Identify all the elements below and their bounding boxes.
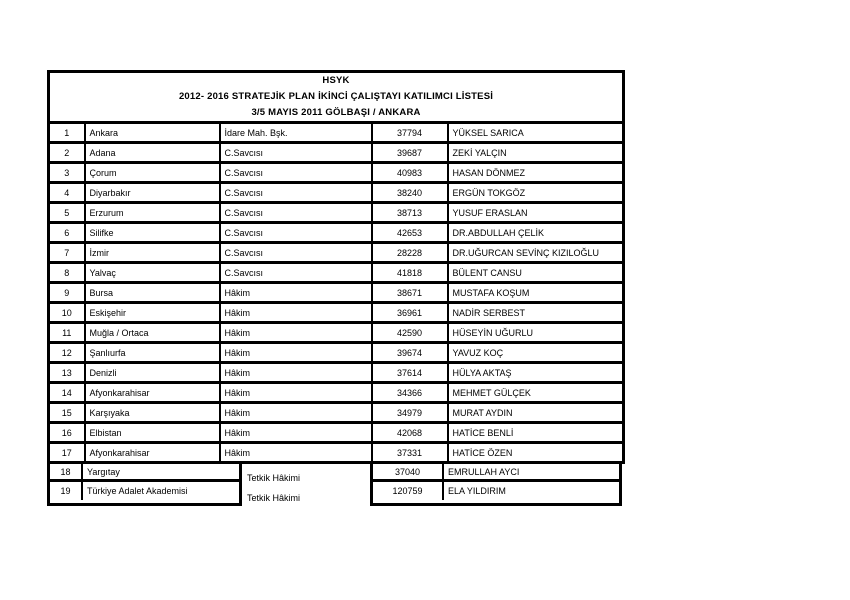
- no-cell: 14: [49, 383, 85, 403]
- participant-table: [47, 70, 625, 464]
- title-cell: C.Savcısı: [220, 163, 372, 183]
- name-cell: YAVUZ KOÇ: [448, 343, 624, 363]
- no-cell: 6: [49, 223, 85, 243]
- sicil-cell: 36961: [372, 303, 448, 323]
- sicil-cell: 42590: [372, 323, 448, 343]
- name-cell: HATİCE ÖZEN: [448, 443, 624, 463]
- title-line-date: 3/5 MAYIS 2011 GÖLBAŞI / ANKARA: [251, 107, 421, 118]
- title-cell: C.Savcısı: [220, 183, 372, 203]
- name-cell: HASAN DÖNMEZ: [448, 163, 624, 183]
- title-cell: C.Savcısı: [220, 243, 372, 263]
- table-row: [373, 482, 619, 500]
- name-cell: MURAT AYDIN: [448, 403, 624, 423]
- no-cell: 11: [49, 323, 85, 343]
- city-cell: Eskişehir: [85, 303, 220, 323]
- sicil-cell: 38240: [372, 183, 448, 203]
- sicil-cell: 39674: [372, 343, 448, 363]
- city-cell: Afyonkarahisar: [85, 443, 220, 463]
- name-cell: EMRULLAH AYCI: [448, 466, 520, 477]
- name-cell: ERGÜN TOKGÖZ: [448, 183, 624, 203]
- no-cell: 2: [49, 143, 85, 163]
- sicil-cell: 37331: [372, 443, 448, 463]
- table-row: [49, 343, 624, 363]
- no-cell: 15: [49, 403, 85, 423]
- title-cell: C.Savcısı: [220, 223, 372, 243]
- title-cell: C.Savcısı: [220, 263, 372, 283]
- name-cell: DR.ABDULLAH ÇELİK: [448, 223, 624, 243]
- title-cell: Hâkim: [220, 383, 372, 403]
- title-line-org: HSYK: [322, 75, 350, 86]
- city-cell: Yargıtay: [87, 466, 120, 477]
- no-cell: 3: [49, 163, 85, 183]
- city-cell: Denizli: [85, 363, 220, 383]
- no-cell: 18: [50, 464, 83, 479]
- city-cell: İzmir: [85, 243, 220, 263]
- table-row: [49, 363, 624, 383]
- name-cell: YUSUF ERASLAN: [448, 203, 624, 223]
- sicil-cell: 38671: [372, 283, 448, 303]
- title-cell: Hâkim: [220, 363, 372, 383]
- name-cell: HÜSEYİN UĞURLU: [448, 323, 624, 343]
- title-cell: Hâkim: [220, 343, 372, 363]
- name-cell: BÜLENT CANSU: [448, 263, 624, 283]
- sicil-cell: 120759: [373, 482, 444, 500]
- city-cell: Türkiye Adalet Akademisi: [87, 486, 188, 496]
- table-row: [50, 482, 239, 500]
- bottom-right-box: [370, 464, 622, 506]
- no-cell: 12: [49, 343, 85, 363]
- no-cell: 8: [49, 263, 85, 283]
- no-cell: 17: [49, 443, 85, 463]
- table-row: [49, 423, 624, 443]
- title-cell: C.Savcısı: [220, 203, 372, 223]
- table-row: [49, 143, 624, 163]
- title-line-main: 2012- 2016 STRATEJİK PLAN İKİNCİ ÇALIŞTAYI KATILIMCI LİSTESİ: [178, 91, 494, 102]
- title-cell: Hâkim: [220, 423, 372, 443]
- sicil-cell: 37614: [372, 363, 448, 383]
- table-row: [49, 443, 624, 463]
- name-cell: DR.UĞURCAN SEVİNÇ KIZILOĞLU: [448, 243, 624, 263]
- title-cell: Hâkim: [220, 443, 372, 463]
- bottom-rows-section: [47, 464, 622, 506]
- sicil-cell: 34979: [372, 403, 448, 423]
- no-cell: 1: [49, 123, 85, 143]
- table-row: [49, 223, 624, 243]
- sicil-cell: 37794: [372, 123, 448, 143]
- title-cell: Hâkim: [220, 303, 372, 323]
- sicil-cell: 39687: [372, 143, 448, 163]
- table-row: [49, 383, 624, 403]
- table-row: [49, 403, 624, 423]
- name-cell: ELA YILDIRIM: [448, 486, 506, 496]
- no-cell: 13: [49, 363, 85, 383]
- city-cell: Afyonkarahisar: [85, 383, 220, 403]
- no-cell: 7: [49, 243, 85, 263]
- title-cell: Tetkik Hâkimi: [247, 493, 301, 503]
- table-row: [49, 263, 624, 283]
- city-cell: Çorum: [85, 163, 220, 183]
- sicil-cell: 42068: [372, 423, 448, 443]
- table-row: [49, 203, 624, 223]
- title-cell: Hâkim: [220, 403, 372, 423]
- city-cell: Şanlıurfa: [85, 343, 220, 363]
- city-cell: Elbistan: [85, 423, 220, 443]
- city-cell: Karşıyaka: [85, 403, 220, 423]
- name-cell: HATİCE BENLİ: [448, 423, 624, 443]
- city-cell: Yalvaç: [85, 263, 220, 283]
- table-row: [50, 464, 239, 482]
- city-cell: Erzurum: [85, 203, 220, 223]
- table-row: [49, 183, 624, 203]
- title-cell: İdare Mah. Bşk.: [220, 123, 372, 143]
- table-title-block: [49, 72, 624, 123]
- title-cell: Hâkim: [220, 323, 372, 343]
- name-cell: ZEKİ YALÇIN: [448, 143, 624, 163]
- title-cell: C.Savcısı: [220, 143, 372, 163]
- table-row: [49, 123, 624, 143]
- sicil-cell: 37040: [373, 464, 444, 479]
- city-cell: Bursa: [85, 283, 220, 303]
- name-cell: YÜKSEL SARICA: [448, 123, 624, 143]
- sicil-cell: 42653: [372, 223, 448, 243]
- name-cell: MEHMET GÜLÇEK: [448, 383, 624, 403]
- no-cell: 5: [49, 203, 85, 223]
- table-title-row: [49, 72, 624, 123]
- title-cell: Tetkik Hâkimi: [247, 473, 301, 483]
- city-cell: Adana: [85, 143, 220, 163]
- table-row: [49, 243, 624, 263]
- sicil-cell: 41818: [372, 263, 448, 283]
- table-row: [49, 303, 624, 323]
- table-body: [49, 123, 624, 463]
- city-cell: Muğla / Ortaca: [85, 323, 220, 343]
- bottom-left-box: [47, 464, 242, 506]
- table-row: [49, 323, 624, 343]
- participant-list-table: [47, 70, 622, 506]
- table-row: [49, 163, 624, 183]
- sicil-cell: 38713: [372, 203, 448, 223]
- table-row: [373, 464, 619, 482]
- name-cell: HÜLYA AKTAŞ: [448, 363, 624, 383]
- table-row: [49, 283, 624, 303]
- no-cell: 16: [49, 423, 85, 443]
- city-cell: Silifke: [85, 223, 220, 243]
- no-cell: 10: [49, 303, 85, 323]
- city-cell: Ankara: [85, 123, 220, 143]
- sicil-cell: 28228: [372, 243, 448, 263]
- no-cell: 9: [49, 283, 85, 303]
- no-cell: 4: [49, 183, 85, 203]
- sicil-cell: 34366: [372, 383, 448, 403]
- name-cell: NADİR SERBEST: [448, 303, 624, 323]
- city-cell: Diyarbakır: [85, 183, 220, 203]
- name-cell: MUSTAFA KOŞUM: [448, 283, 624, 303]
- sicil-cell: 40983: [372, 163, 448, 183]
- title-cell: Hâkim: [220, 283, 372, 303]
- no-cell: 19: [50, 482, 83, 500]
